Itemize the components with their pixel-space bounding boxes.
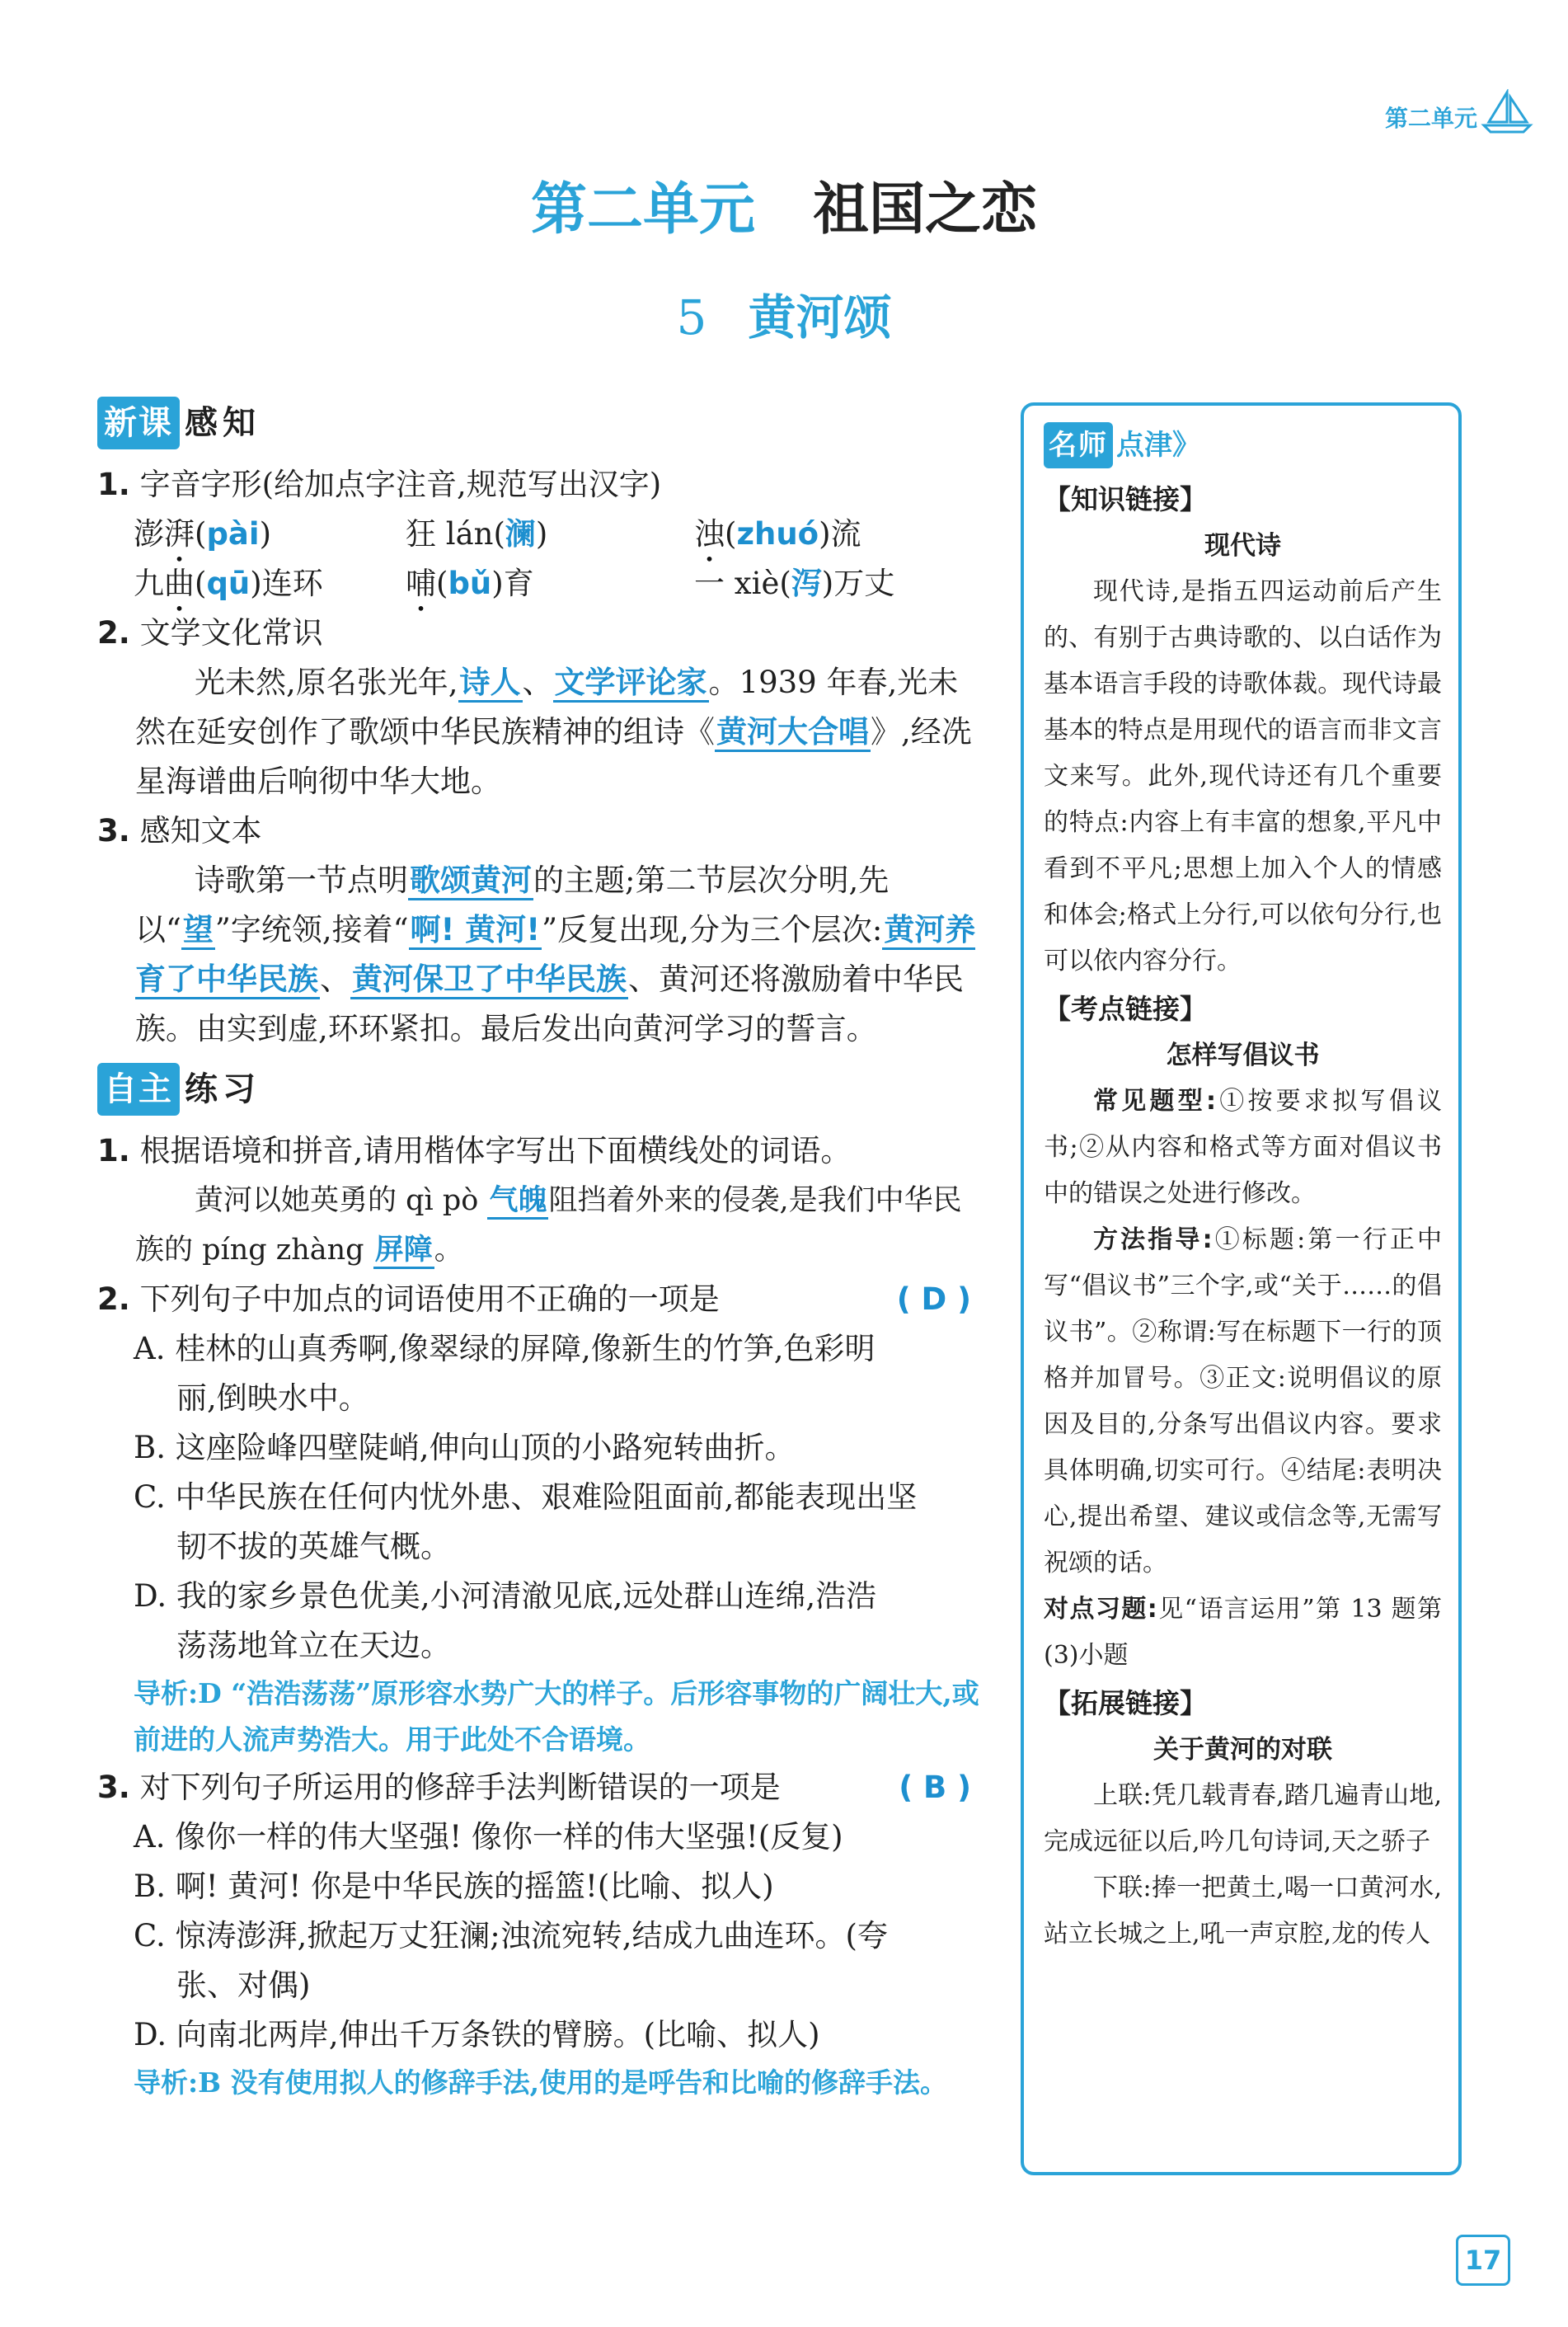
pinyin-item: 浊(zhuó)流 — [694, 516, 861, 552]
section-perception — [97, 394, 979, 452]
header-unit-label: 第二单元 — [1384, 105, 1477, 132]
lesson-number: 5 — [676, 289, 707, 346]
pinyin-item: 澎湃(pài) — [134, 516, 272, 552]
section-word: 练习 — [185, 1070, 261, 1108]
answer-mark: ( B ) — [899, 1770, 971, 1805]
sidebar-tips-box — [1021, 402, 1462, 2175]
pinyin-item: 一 xiè(泻)万丈 — [694, 566, 895, 601]
option-a: A. 桂林的山真秀啊,像翠绿的屏障,像新生的竹笋,色彩明 — [134, 1331, 876, 1366]
analysis-3: 导析:B 没有使用拟人的修辞手法,使用的是呼告和比喻的修辞手法。 — [134, 2066, 948, 2099]
exercise-2: 2. 下列句子中加点的词语使用不正确的一项是 ( D ) — [97, 1275, 979, 1324]
perception-paragraph: 诗歌第一节点明歌颂黄河的主题;第二节层次分明,先以“望”字统领,接着“啊! 黄河!”反复出现,分为三个层次:黄河养育了中华民族、黄河保卫了中华民族、黄河还将激励着中华民族。由实到虚,环环紧扣。最后发出向黄河学习的誓言。 — [135, 863, 976, 1046]
knowledge-title: 现代诗 — [1204, 531, 1281, 561]
question-text: 字音字形(给加点字注音,规范写出汉字) — [139, 467, 662, 502]
option-c-cont: 张、对偶) — [176, 1967, 311, 2003]
unit-number: 第二单元 — [530, 176, 755, 242]
option-a-cont: 丽,倒映水中。 — [176, 1380, 369, 1416]
exercise-1-sentence: 黄河以她英勇的 qì pò 气魄阻挡着外来的侵袭,是我们中华民族的 píng zhàng 屏障。 — [97, 1176, 979, 1275]
option-c-cont: 韧不拔的英雄气概。 — [176, 1529, 451, 1564]
section-word: 感知 — [185, 404, 261, 442]
exercise-3: 3. 对下列句子所运用的修辞手法判断错误的一项是 ( B ) — [97, 1763, 979, 1812]
literature-paragraph: 光未然,原名张光年,诗人、文学评论家。1939 年春,光未然在延安创作了歌颂中华民族精神的组诗《黄河大合唱》,经冼星海谱曲后响彻中华大地。 — [135, 665, 972, 799]
sailboat-icon — [1481, 89, 1533, 135]
unit-name: 祖国之恋 — [813, 176, 1038, 242]
option-b: B. 啊! 黄河! 你是中华民族的摇篮!(比喻、拟人) — [134, 1869, 774, 1904]
exam-heading: 【考点链接】 — [1044, 993, 1207, 1025]
question-3: 3. 感知文本 — [97, 813, 262, 849]
left-column — [97, 388, 979, 2106]
pinyin-item: 哺(bǔ)育 — [406, 566, 534, 601]
analysis-2: 导析:D “浩浩荡荡”原形容水势广大的样子。后形容事物的广阔壮大,或前进的人流声势浩大。用于此处不合语境。 — [134, 1677, 979, 1756]
option-b: B. 这座险峰四壁陡峭,伸向山顶的小路宛转曲折。 — [134, 1430, 796, 1465]
sidebar-header — [1044, 422, 1442, 468]
couplet-upper: 上联:凭几载青春,踏几遍青山地,完成远征以后,吟几句诗词,天之骄子 — [1044, 1781, 1442, 1856]
question-number: 1. — [97, 467, 130, 502]
lesson-name: 黄河颂 — [748, 289, 892, 346]
option-c: C. 中华民族在任何内忧外患、艰难险阻面前,都能表现出坚 — [134, 1479, 918, 1515]
option-a: A. 像你一样的伟大坚强! 像你一样的伟大坚强!(反复) — [134, 1819, 843, 1855]
question-2: 2. 文学文化常识 — [97, 615, 323, 651]
section-badge: 自主 — [97, 1063, 180, 1116]
option-d: D. 向南北两岸,伸出千万条铁的臂膀。(比喻、拟人) — [134, 2017, 820, 2052]
sidebar-badge: 名师 — [1044, 422, 1113, 468]
exam-title: 怎样写倡议书 — [1166, 1041, 1320, 1070]
sidebar-title: 点津》 — [1116, 429, 1200, 462]
lesson-title — [0, 279, 1568, 348]
answer-mark: ( D ) — [896, 1281, 971, 1317]
pinyin-grid — [97, 510, 979, 609]
couplet-lower: 下联:捧一把黄土,喝一口黄河水,站立长城之上,吼一声京腔,龙的传人 — [1044, 1873, 1442, 1949]
exam-point: 对点习题:见“语言运用”第 13 题第(3)小题 — [1044, 1595, 1443, 1670]
ext-heading: 【拓展链接】 — [1044, 1687, 1207, 1719]
question-1 — [97, 460, 979, 510]
unit-title — [0, 165, 1568, 245]
knowledge-heading: 【知识链接】 — [1044, 483, 1207, 515]
ext-title: 关于黄河的对联 — [1153, 1735, 1332, 1765]
pinyin-item: 九曲(qū)连环 — [134, 566, 323, 601]
exercise-1: 1. 根据语境和拼音,请用楷体字写出下面横线处的词语。 — [97, 1133, 852, 1168]
exam-type: 常见题型:①按要求拟写倡议书;②从内容和格式等方面对倡议书中的错误之处进行修改。 — [1044, 1087, 1442, 1208]
exam-method: 方法指导:①标题:第一行正中写“倡议书”三个字,或“关于……的倡议书”。②称谓:写在标题下一行的顶格并加冒号。③正文:说明倡议的原因及目的,分条写出倡议内容。要求具体明确,切实可行。④结尾:表明决心,提出希望、建议或信念等,无需写祝颂的话。 — [1044, 1225, 1443, 1577]
section-practice — [97, 1060, 979, 1118]
page-number: 17 — [1456, 2235, 1510, 2286]
option-d: D. 我的家乡景色优美,小河清澈见底,远处群山连绵,浩浩 — [134, 1578, 877, 1614]
option-d-cont: 荡荡地耸立在天边。 — [176, 1628, 451, 1663]
option-c: C. 惊涛澎湃,掀起万丈狂澜;浊流宛转,结成九曲连环。(夸 — [134, 1918, 888, 1953]
knowledge-body: 现代诗,是指五四运动前后产生的、有别于古典诗歌的、以白话作为基本语言手段的诗歌体裁。现代诗最基本的特点是用现代的语言而非文言文来写。此外,现代诗还有几个重要的特点:内容上有丰富的想象,平凡中看到不平凡;思想上加入个人的情感和体会;格式上分行,可以依句分行,也可以依内容分行。 — [1044, 577, 1442, 975]
section-badge: 新课 — [97, 397, 180, 449]
pinyin-item: 狂 lán(澜) — [406, 516, 548, 552]
